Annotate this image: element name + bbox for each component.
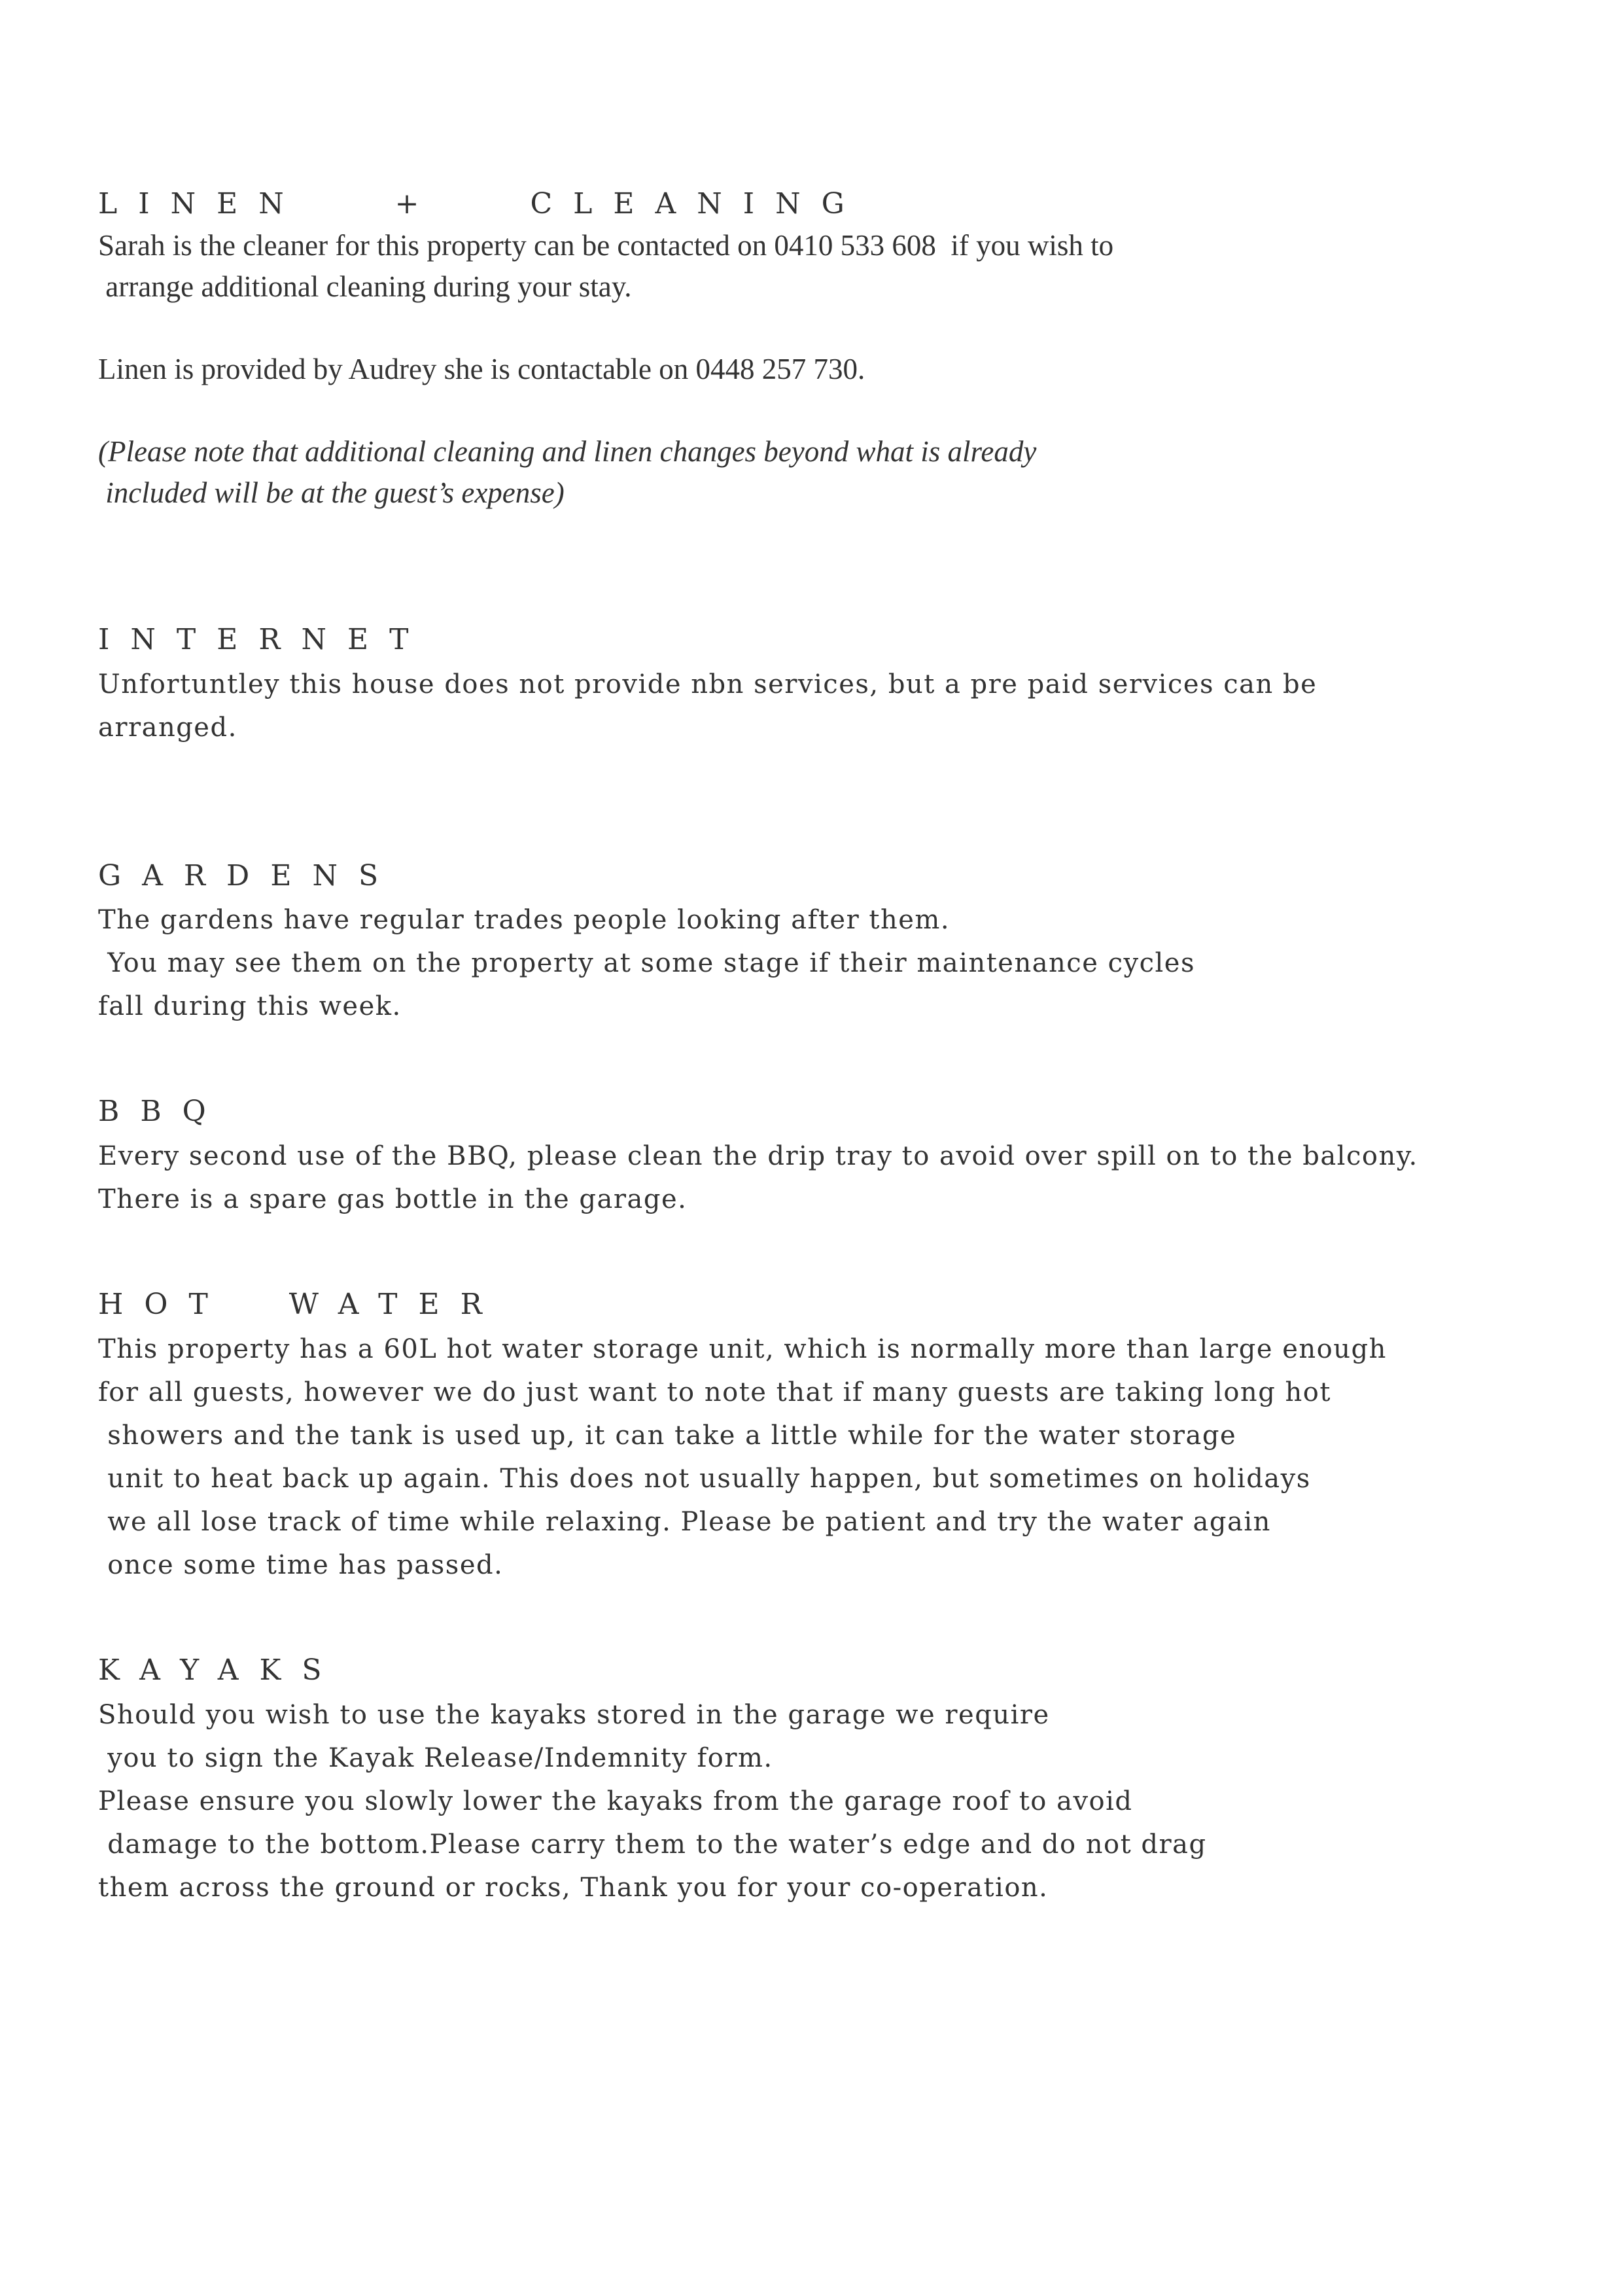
- linen-cleaning-paragraph: [98, 225, 1113, 308]
- text-line: Every second use of the BBQ, please clean the drip tray to avoid over spill on to the balcony.: [98, 1141, 1418, 1171]
- text-line: Unfortuntley this house does not provide nbn services, but a pre paid services can be: [98, 669, 1318, 699]
- text-line: Linen is provided by Audrey she is contactable on 0448 257 730.: [98, 353, 865, 385]
- text-line: Sarah is the cleaner for this property can be contacted on 0410 533 608 if you wish to: [98, 229, 1114, 262]
- linen-cleaning-heading: LINEN + CLEANING: [98, 187, 865, 221]
- hot-water-paragraph: [98, 1328, 1387, 1587]
- text-line: The gardens have regular trades people looking after them.: [98, 905, 951, 935]
- text-line: Please ensure you slowly lower the kayaks from the garage roof to avoid: [98, 1786, 1133, 1816]
- linen-provider-paragraph: [98, 349, 865, 390]
- text-line: arranged.: [98, 713, 237, 743]
- text-line: This property has a 60L hot water storage unit, which is normally more than large enough: [98, 1334, 1387, 1364]
- text-line: (Please note that additional cleaning and linen changes beyond what is already: [98, 435, 1037, 468]
- kayaks-paragraph: [98, 1693, 1207, 1909]
- text-line: Should you wish to use the kayaks stored in the garage we require: [98, 1700, 1050, 1730]
- linen-expense-note: [98, 431, 1036, 514]
- text-line: them across the ground or rocks, Thank you for your co-operation.: [98, 1873, 1049, 1903]
- text-line: You may see them on the property at some stage if their maintenance cycles: [98, 948, 1195, 978]
- internet-heading: INTERNET: [98, 623, 430, 656]
- text-line: once some time has passed.: [98, 1550, 504, 1580]
- bbq-paragraph: [98, 1135, 1418, 1221]
- text-line: you to sign the Kayak Release/Indemnity form.: [98, 1743, 773, 1773]
- text-line: showers and the tank is used up, it can take a little while for the water storage: [98, 1421, 1237, 1451]
- text-line: for all guests, however we do just want to note that if many guests are taking long hot: [98, 1377, 1331, 1407]
- gardens-heading: GARDENS: [98, 859, 400, 892]
- bbq-heading: BBQ: [98, 1095, 227, 1128]
- gardens-paragraph: [98, 898, 1195, 1028]
- text-line: arrange additional cleaning during your stay.: [98, 270, 632, 303]
- kayaks-heading: KAYAKS: [98, 1653, 343, 1687]
- text-line: unit to heat back up again. This does not usually happen, but sometimes on holidays: [98, 1464, 1311, 1494]
- internet-paragraph: [98, 663, 1317, 749]
- text-line: There is a spare gas bottle in the garage.: [98, 1184, 688, 1214]
- text-line: fall during this week.: [98, 991, 402, 1021]
- text-line: we all lose track of time while relaxing. Please be patient and try the water again: [98, 1507, 1271, 1537]
- hot-water-heading: HOT WATER: [98, 1288, 503, 1321]
- text-line: included will be at the guest’s expense): [98, 476, 565, 509]
- text-line: damage to the bottom.Please carry them to the water’s edge and do not drag: [98, 1829, 1207, 1860]
